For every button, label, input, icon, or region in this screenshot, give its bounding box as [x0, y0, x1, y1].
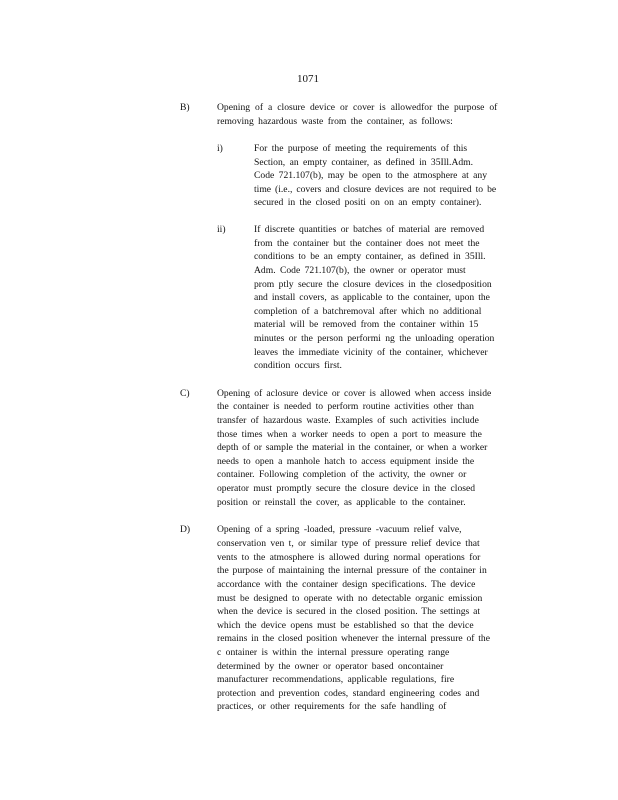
paragraph-line: c ontainer is within the internal pressure operating range	[217, 647, 450, 658]
paragraph-line: Opening of a spring -loaded, pressure -vacuum relief valve,	[217, 524, 462, 535]
paragraph-line: depth of or sample the material in the container, or when a worker	[217, 442, 488, 453]
paragraph-line: Code 721.107(b), may be open to the atmosphere at any	[254, 170, 488, 181]
paragraph-line: Opening of a closure device or cover is allowedfor the purpose of	[217, 102, 498, 113]
paragraph-line: when the device is secured in the closed position. The settings at	[217, 606, 481, 617]
section-label: B)	[180, 102, 190, 113]
paragraph-line: must be designed to operate with no detectable organic emission	[217, 593, 483, 604]
subitem-label: i)	[217, 143, 223, 154]
paragraph-line: conservation ven t, or similar type of pressure relief device that	[217, 538, 480, 549]
page-number: 1071	[297, 73, 319, 85]
paragraph-line: For the purpose of meeting the requirements of this	[254, 143, 468, 154]
paragraph-line: determined by the owner or operator based oncontainer	[217, 661, 444, 672]
section-label: D)	[180, 524, 191, 535]
paragraph-line: removing hazardous waste from the container, as follows:	[217, 116, 453, 127]
paragraph-line: from the container but the container does not meet the	[254, 238, 480, 249]
paragraph-line: secured in the closed positi on on an empty container).	[254, 197, 482, 208]
paragraph-line: condition occurs first.	[254, 360, 342, 371]
paragraph-line: needs to open a manhole hatch to access equipment inside the	[217, 456, 475, 467]
paragraph-line: Section, an empty container, as defined in 35Ill.Adm.	[254, 157, 474, 168]
paragraph-line: If discrete quantities or batches of material are removed	[254, 224, 485, 235]
paragraph-line: leaves the immediate vicinity of the container, whichever	[254, 347, 488, 358]
section-label: C)	[180, 388, 190, 399]
paragraph-line: minutes or the person performi ng the unloading operation	[254, 333, 495, 344]
paragraph-line: remains in the closed position whenever the internal pressure of the	[217, 633, 490, 644]
paragraph-line: time (i.e., covers and closure devices are not required to be	[254, 184, 497, 195]
paragraph-line: the purpose of maintaining the internal pressure of the container in	[217, 565, 487, 576]
paragraph-line: those times when a worker needs to open a port to measure the	[217, 429, 482, 440]
paragraph-line: which the device opens must be established so that the device	[217, 620, 474, 631]
paragraph-line: position or reinstall the cover, as applicable to the container.	[217, 497, 466, 508]
paragraph-line: accordance with the container design specifications. The device	[217, 579, 476, 590]
paragraph-line: protection and prevention codes, standard engineering codes and	[217, 688, 480, 699]
paragraph-line: vents to the atmosphere is allowed during normal operations for	[217, 552, 481, 563]
subitem-label: ii)	[217, 224, 226, 235]
paragraph-line: conditions to be an empty container, as defined in 35Ill.	[254, 251, 486, 262]
paragraph-line: operator must promptly secure the closure device in the closed	[217, 483, 476, 494]
paragraph-line: completion of a batchremoval after which no additional	[254, 306, 482, 317]
paragraph-line: Opening of aclosure device or cover is allowed when access inside	[217, 388, 492, 399]
paragraph-line: material will be removed from the container within 15	[254, 319, 479, 330]
paragraph-line: prom ptly secure the closure devices in the closedposition	[254, 279, 492, 290]
paragraph-line: and install covers, as applicable to the container, upon the	[254, 292, 490, 303]
paragraph-line: manufacturer recommendations, applicable regulations, fire	[217, 674, 455, 685]
paragraph-line: the container is needed to perform routine activities other than	[217, 401, 474, 412]
paragraph-line: container. Following completion of the activity, the owner or	[217, 469, 467, 480]
paragraph-line: transfer of hazardous waste. Examples of such activities include	[217, 415, 479, 426]
paragraph-line: Adm. Code 721.107(b), the owner or operator must	[254, 265, 466, 276]
paragraph-line: practices, or other requirements for the safe handling of	[217, 701, 447, 712]
